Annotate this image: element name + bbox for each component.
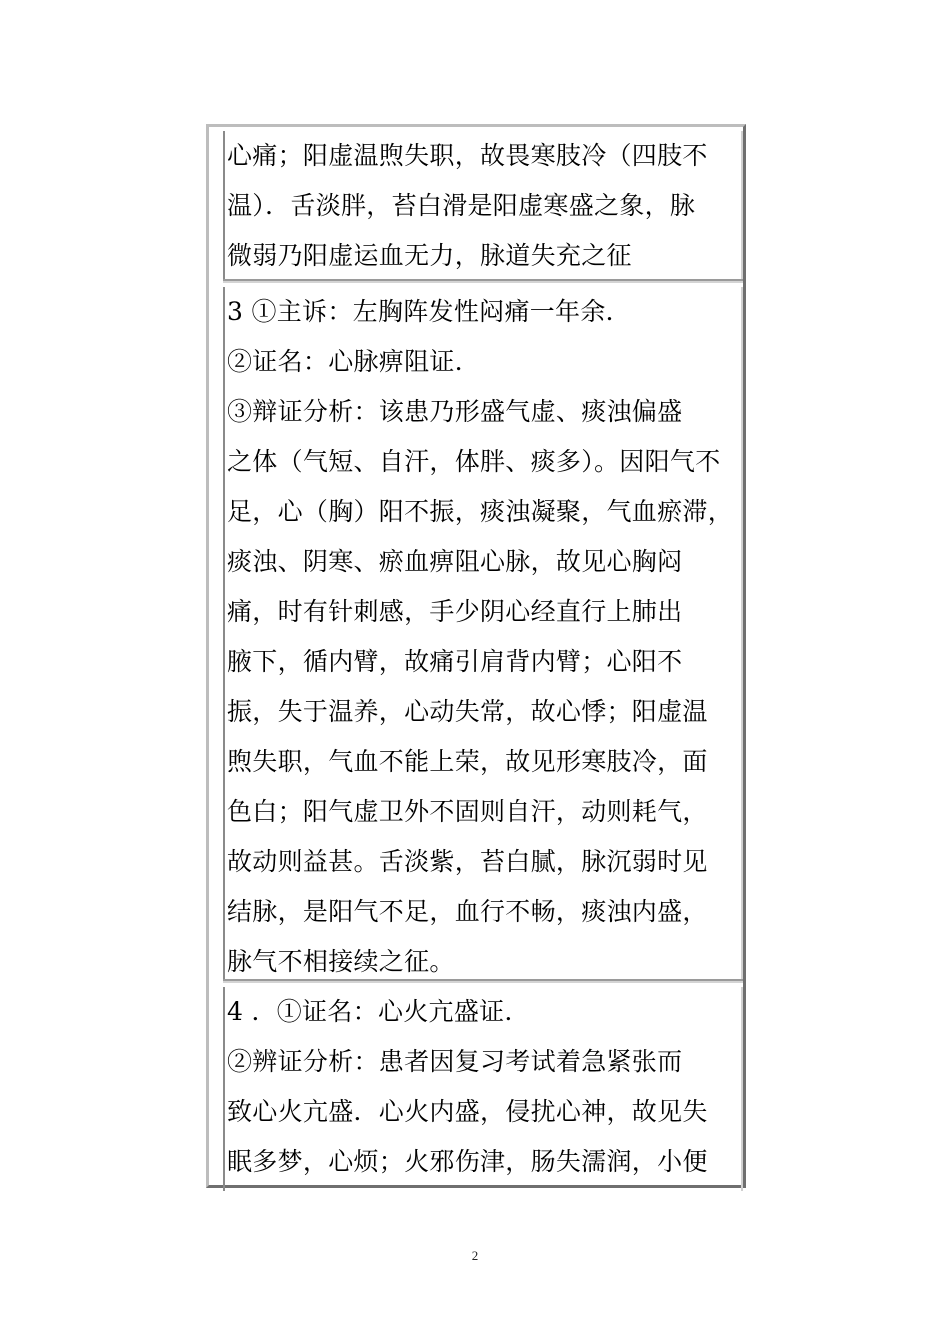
table-cell xyxy=(223,131,743,279)
text-line: 眠多梦，心烦；火邪伤津，肠失濡润，小便 xyxy=(227,1147,708,1176)
text-line: 色白；阳气虚卫外不固则自汗，动则耗气， xyxy=(227,797,708,826)
text-line: 之体（气短、自汗，体胖、痰多）。因阳气不 xyxy=(227,447,721,476)
text-line: 微弱乃阳虚运血无力，脉道失充之征 xyxy=(227,241,632,270)
text-line: 心痛；阳虚温煦失职，故畏寒肢冷（四肢不 xyxy=(227,141,708,170)
text-line: 4 ．①证名：心火亢盛证． xyxy=(227,997,530,1026)
text-line: 温）．舌淡胖，苔白滑是阳虚寒盛之象，脉 xyxy=(227,191,696,220)
page-number: 2 xyxy=(471,1248,479,1263)
document-table xyxy=(206,124,746,1188)
text-line: 故动则益甚。舌淡紫，苔白腻，脉沉弱时见 xyxy=(227,847,708,876)
text-line: 腋下，循内臂，故痛引肩背内臂；心阳不 xyxy=(227,647,683,676)
text-line: 致心火亢盛．心火内盛，侵扰心神，故见失 xyxy=(227,1097,708,1126)
text-line: 脉气不相接续之征。 xyxy=(227,947,455,976)
text-line: 痰浊、阴寒、瘀血痹阻心脉，故见心胸闷 xyxy=(227,547,683,576)
text-line: 3 ①主诉：左胸阵发性闷痛一年余． xyxy=(227,297,631,326)
text-line: 煦失职，气血不能上荣，故见形寒肢冷，面 xyxy=(227,747,708,776)
text-line: 结脉，是阳气不足，血行不畅，痰浊内盛， xyxy=(227,897,708,926)
table-cell xyxy=(223,987,743,1191)
text-line: 痛，时有针刺感，手少阴心经直行上肺出 xyxy=(227,597,683,626)
row-divider xyxy=(223,979,743,983)
text-line: ②辨证分析：患者因复习考试着急紧张而 xyxy=(227,1047,683,1076)
text-line: 振，失于温养，心动失常，故心悸；阳虚温 xyxy=(227,697,708,726)
row-divider xyxy=(223,279,743,283)
text-line: ②证名：心脉痹阻证． xyxy=(227,347,481,376)
table-cell xyxy=(223,287,743,979)
text-line: ③辩证分析：该患乃形盛气虚、痰浊偏盛 xyxy=(227,397,683,426)
text-line: 足，心（胸）阳不振，痰浊凝聚，气血瘀滞， xyxy=(227,497,734,526)
